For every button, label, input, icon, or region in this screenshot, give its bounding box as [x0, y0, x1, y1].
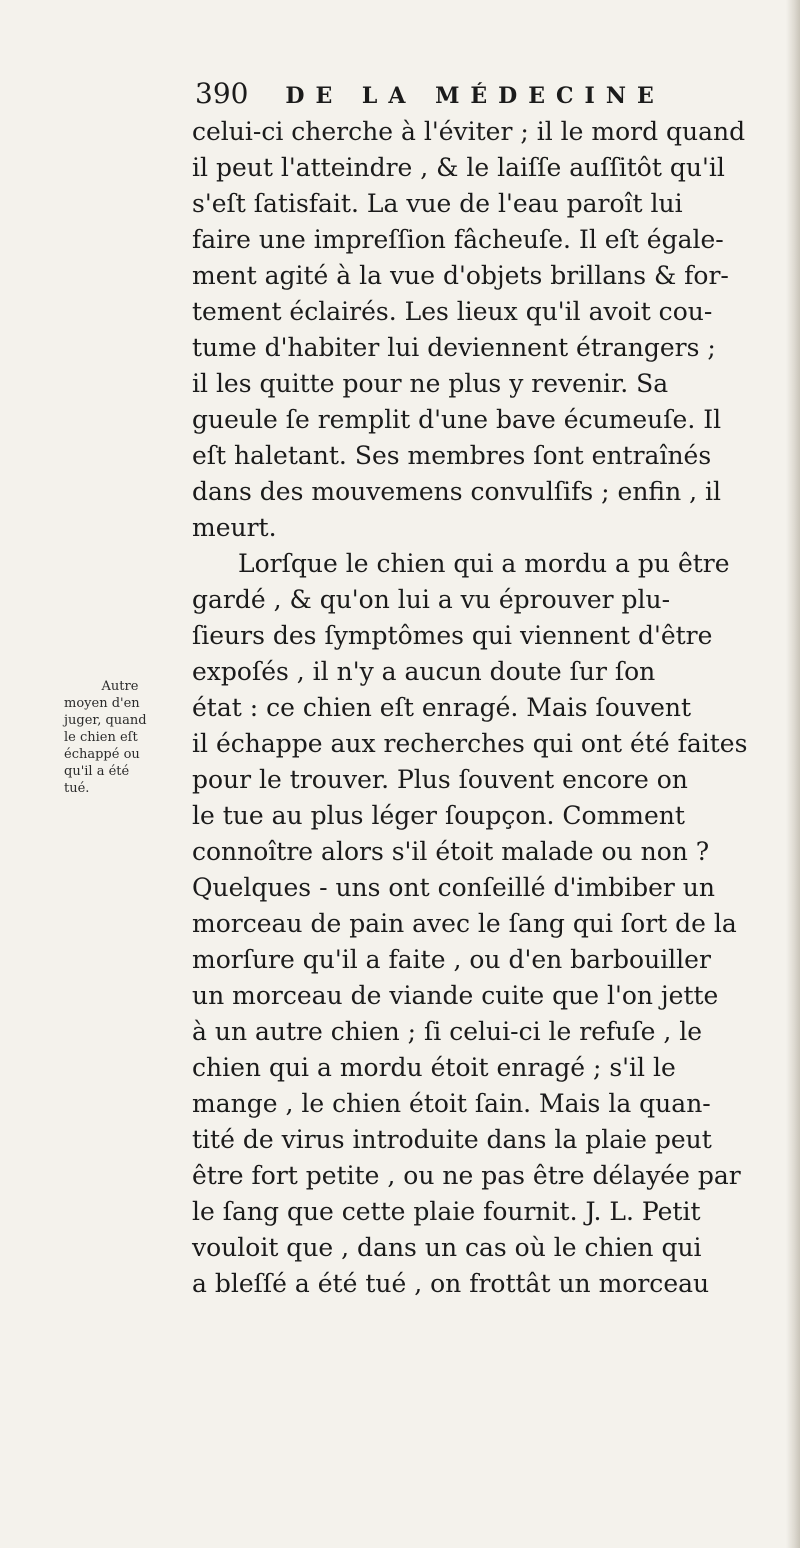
text-line: tement éclairés. Les lieux qu'il avoit cou- [192, 297, 713, 326]
margin-note-line: qu'il a été [64, 764, 130, 779]
text-line: pour le trouver. Plus ſouvent encore on [192, 765, 688, 794]
text-line: le ſang que cette plaie fournit. J. L. Petit [192, 1197, 701, 1226]
text-line: celui-ci cherche à l'éviter ; il le mord quand [192, 117, 746, 146]
margin-note-line: le chien eſt [64, 730, 138, 745]
text-line: Quelques - uns ont conſeillé d'imbiber un [192, 873, 715, 902]
text-line: à un autre chien ; ſi celui-ci le refuſe , le [192, 1017, 703, 1046]
text-line: il les quitte pour ne plus y revenir. Sa [192, 369, 669, 398]
text-line: état : ce chien eſt enragé. Mais ſouvent [192, 693, 692, 722]
running-head: DE LA MÉDECINE [285, 83, 665, 109]
text-line: ſieurs des ſymptômes qui viennent d'être [192, 621, 713, 650]
margin-note-line: juger, quand [64, 713, 147, 728]
margin-note-line: moyen d'en [64, 696, 140, 711]
paragraph-start-line: Lorſque le chien qui a mordu a pu être [238, 549, 730, 578]
text-line: mange , le chien étoit ſain. Mais la quan- [192, 1089, 711, 1118]
text-line: il peut l'atteindre , & le laiſſe auſſitôt qu'il [192, 153, 725, 182]
margin-note-line: échappé ou [64, 747, 140, 762]
page-number: 390 [195, 77, 249, 110]
text-line: un morceau de viande cuite que l'on jette [192, 981, 719, 1010]
text-line: gardé , & qu'on lui a vu éprouver plu- [192, 585, 671, 614]
text-line: a bleſſé a été tué , on frottât un morceau [192, 1269, 710, 1298]
text-line: dans des mouvemens convulſifs ; enfin , il [192, 477, 722, 506]
margin-note-line: Autre [101, 679, 139, 694]
text-line: le tue au plus léger ſoupçon. Comment [192, 801, 685, 830]
text-line: gueule ſe remplit d'une bave écumeuſe. Il [192, 405, 722, 434]
margin-note-line: tué. [64, 781, 90, 796]
text-line: eſt haletant. Ses membres ſont entraînés [192, 441, 712, 470]
text-line: meurt. [192, 513, 277, 542]
text-line: vouloit que , dans un cas où le chien qui [192, 1233, 702, 1262]
text-line: expoſés , il n'y a aucun doute ſur ſon [192, 657, 656, 686]
text-line: être fort petite , ou ne pas être délayée par [192, 1161, 741, 1190]
text-line: tume d'habiter lui deviennent étrangers ; [192, 333, 716, 362]
page-header [195, 74, 795, 114]
text-line: morſure qu'il a faite , ou d'en barbouiller [192, 945, 711, 974]
text-line: ment agité à la vue d'objets brillans & for- [192, 261, 729, 290]
text-line: faire une impreſſion fâcheuſe. Il eſt égale- [192, 225, 724, 254]
text-line: s'eſt ſatisfait. La vue de l'eau paroît lui [192, 189, 683, 218]
text-line: connoître alors s'il étoit malade ou non ? [192, 837, 710, 866]
margin-note [64, 678, 176, 797]
body-text [192, 114, 796, 1302]
text-line: chien qui a mordu étoit enragé ; s'il le [192, 1053, 676, 1082]
text-line: morceau de pain avec le ſang qui ſort de la [192, 909, 737, 938]
text-line: tité de virus introduite dans la plaie peut [192, 1125, 712, 1154]
text-line: il échappe aux recherches qui ont été faites [192, 729, 748, 758]
